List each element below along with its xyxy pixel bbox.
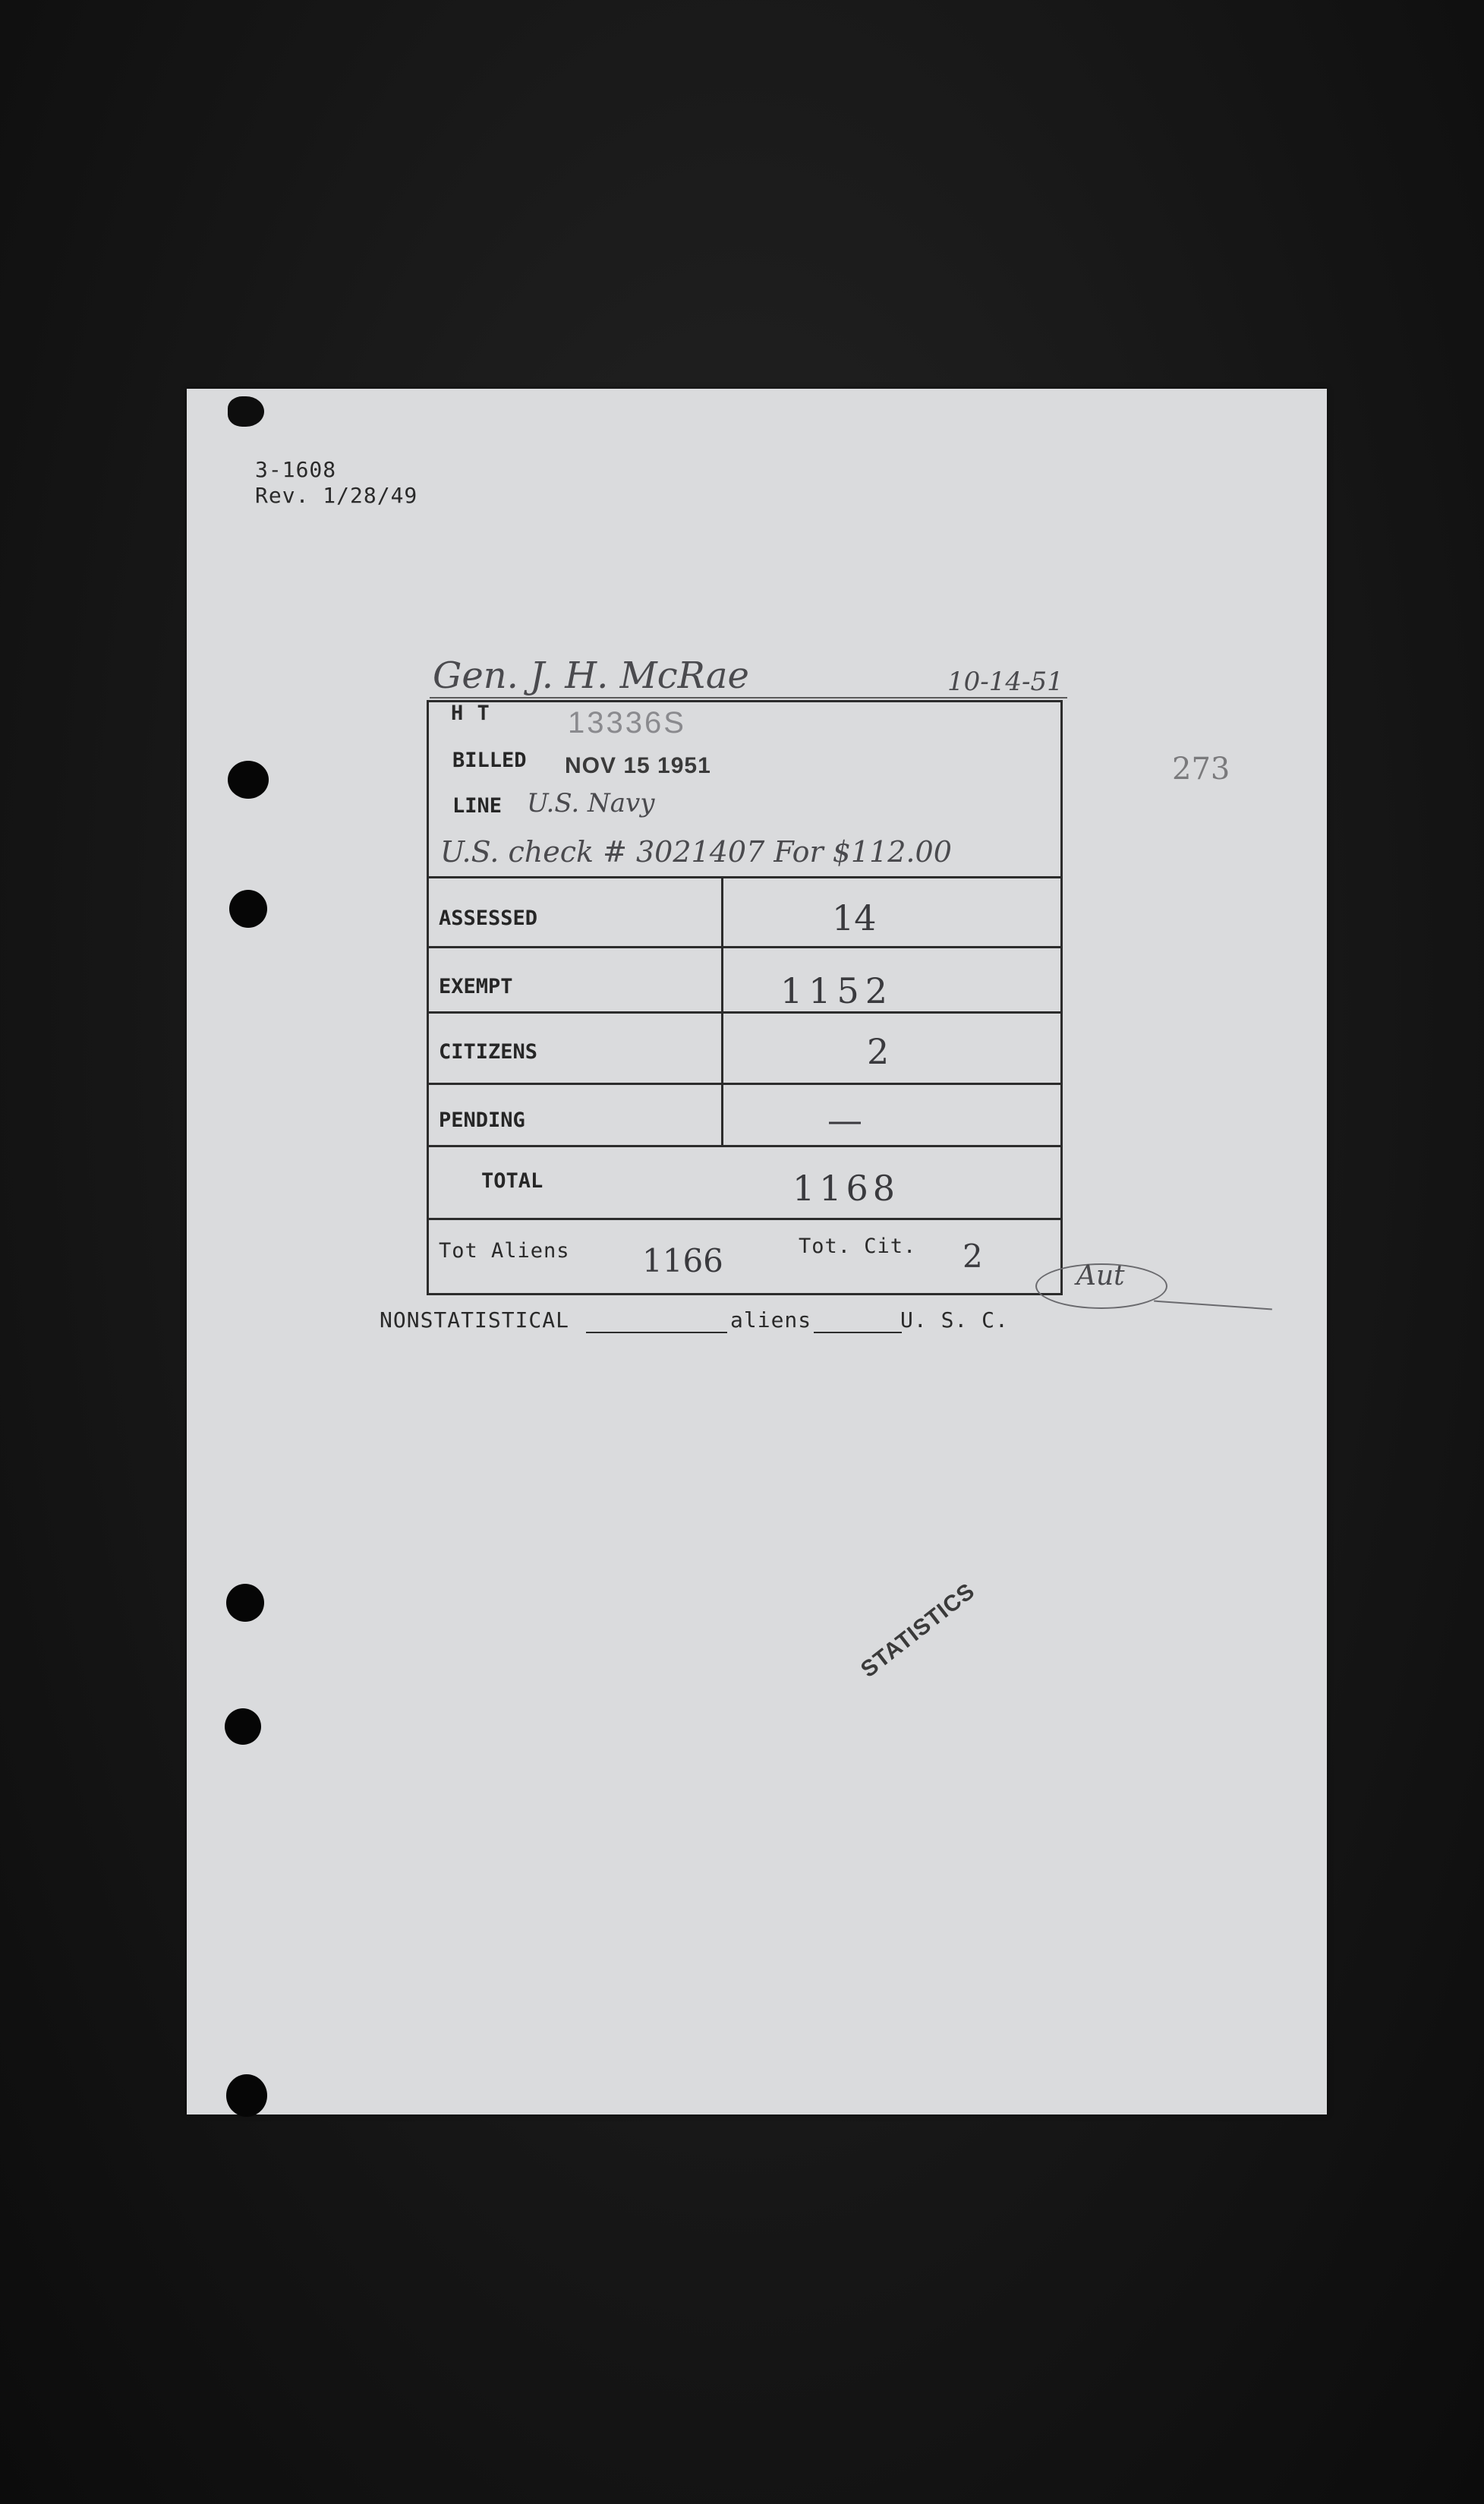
form-revision: Rev. 1/28/49 xyxy=(255,483,418,508)
box-divider xyxy=(427,1145,1063,1147)
total-value: 1168 xyxy=(792,1168,900,1209)
tot-cit-value: 2 xyxy=(963,1238,983,1275)
check-note: U.S. check # 3021407 For $112.00 xyxy=(440,835,952,869)
punch-hole xyxy=(226,1584,264,1622)
box-divider xyxy=(427,1083,1063,1085)
inspector-initials: Aut xyxy=(1076,1260,1125,1291)
ht-label: H T xyxy=(451,702,490,725)
ht-number: 13336S xyxy=(568,706,686,740)
exempt-label: EXEMPT xyxy=(439,975,513,998)
tot-cit-label: Tot. Cit. xyxy=(799,1235,917,1258)
box-divider xyxy=(427,1011,1063,1014)
exempt-value: 1152 xyxy=(780,970,894,1011)
citizens-value: 2 xyxy=(867,1031,890,1072)
torn-corner xyxy=(228,396,264,427)
punch-hole xyxy=(228,761,269,799)
box-divider xyxy=(427,1218,1063,1220)
statistics-stamp: STATISTICS xyxy=(856,1578,980,1683)
nonstatistical-usc-label: U. S. C. xyxy=(900,1307,1009,1332)
line-value: U.S. Navy xyxy=(527,788,655,818)
assessed-label: ASSESSED xyxy=(439,907,538,930)
box-divider xyxy=(427,876,1063,878)
pending-label: PENDING xyxy=(439,1109,525,1132)
billed-label: BILLED xyxy=(452,749,527,772)
tot-aliens-value: 1166 xyxy=(642,1242,723,1279)
punch-hole xyxy=(225,1708,261,1745)
statistics-box xyxy=(427,700,1063,1295)
page-number-stamp: 273 xyxy=(1172,752,1230,787)
punch-hole xyxy=(226,2074,267,2117)
nonstatistical-label: NONSTATISTICAL xyxy=(380,1307,570,1332)
nonstatistical-aliens-label: aliens xyxy=(730,1307,812,1332)
vessel-name: Gen. J. H. McRae xyxy=(433,654,749,697)
punch-hole xyxy=(229,890,267,928)
assessed-value: 14 xyxy=(832,897,877,938)
line-label: LINE xyxy=(452,794,503,818)
tot-aliens-label: Tot Aliens xyxy=(439,1239,570,1263)
pending-value: — xyxy=(827,1099,862,1140)
citizens-label: CITIZENS xyxy=(439,1040,538,1064)
box-divider xyxy=(427,946,1063,948)
billed-date-stamp: NOV 15 1951 xyxy=(565,753,711,778)
nonstatistical-blank xyxy=(586,1332,727,1333)
form-number: 3-1608 xyxy=(255,457,337,482)
nonstatistical-aliens-blank xyxy=(814,1332,902,1333)
column-divider xyxy=(721,876,723,1145)
total-label: TOTAL xyxy=(481,1169,544,1193)
vessel-underline xyxy=(430,697,1067,699)
arrival-date: 10-14-51 xyxy=(947,667,1063,697)
